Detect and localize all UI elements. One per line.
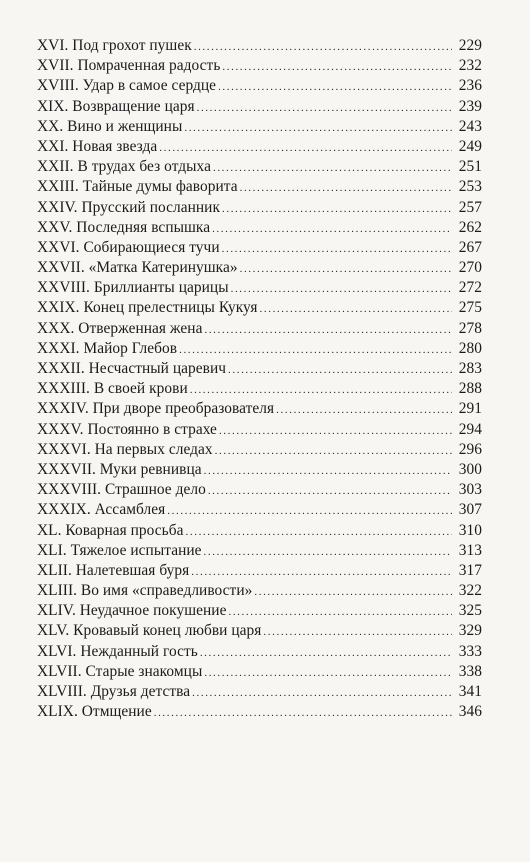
toc-entry-title: XXXII. Несчастный царевич — [37, 360, 227, 377]
toc-dot-leader — [260, 299, 452, 319]
toc-dot-leader — [254, 582, 452, 602]
toc-entry-page-number: 257 — [458, 198, 482, 216]
toc-entry-title: XLVI. Нежданный гость — [37, 642, 198, 660]
toc-entry[interactable] — [37, 521, 482, 541]
toc-entry-title: XXI. Новая звезда — [37, 137, 158, 155]
toc-entry-title: XXIX. Конец прелестницы Кукуя — [37, 299, 258, 317]
toc-entry-title: XXXI. Майор Глебов — [37, 339, 178, 357]
toc-entry-page-number: 317 — [458, 561, 482, 579]
toc-dot-leader — [194, 37, 452, 57]
toc-entry[interactable] — [37, 218, 482, 238]
toc-dot-leader — [276, 400, 452, 420]
toc-entry[interactable] — [37, 198, 482, 218]
toc-entry[interactable] — [37, 379, 482, 399]
toc-entry-title: XL. Коварная просьба — [37, 521, 184, 539]
toc-entry-page-number: 341 — [458, 683, 482, 700]
toc-entry[interactable] — [37, 460, 482, 480]
toc-entry-page-number: 325 — [458, 602, 482, 620]
toc-entry[interactable] — [37, 702, 482, 722]
toc-entry-title: XVII. Помраченная радость — [37, 57, 221, 75]
toc-entry-title: XVI. Под грохот пушек — [37, 37, 192, 54]
toc-dot-leader — [222, 57, 452, 77]
toc-entry-page-number: 239 — [458, 97, 482, 115]
toc-entry[interactable] — [37, 278, 482, 298]
toc-entry-title: XLIX. Отмщение — [37, 703, 152, 721]
toc-dot-leader — [167, 501, 452, 521]
toc-dot-leader — [190, 380, 452, 400]
toc-dot-leader — [240, 259, 452, 279]
toc-dot-leader — [204, 542, 452, 562]
toc-entry-page-number: 303 — [458, 481, 482, 499]
toc-entry[interactable] — [37, 601, 482, 621]
toc-entry-page-number: 267 — [458, 238, 482, 256]
toc-entry-page-number: 288 — [458, 380, 482, 398]
toc-entry-page-number: 280 — [458, 339, 482, 357]
toc-entry-title: XXII. В трудах без отдыха — [37, 158, 211, 176]
toc-entry-page-number: 307 — [458, 501, 482, 519]
toc-dot-leader — [222, 199, 452, 219]
toc-dot-leader — [218, 77, 452, 97]
toc-entry[interactable] — [37, 298, 482, 318]
toc-entry-page-number: 291 — [458, 400, 482, 418]
toc-dot-leader — [200, 643, 452, 663]
toc-entry-title: XLVIII. Друзья детства — [37, 683, 191, 700]
toc-dot-leader — [192, 683, 452, 703]
toc-entry-page-number: 329 — [458, 622, 482, 640]
toc-entry-title: XXV. Последняя вспышка — [37, 218, 211, 236]
toc-entry[interactable] — [37, 36, 482, 56]
toc-entry-title: XXX. Отверженная жена — [37, 319, 203, 337]
toc-entry-title: XXVI. Собирающиеся тучи — [37, 238, 220, 256]
toc-entry-title: XXIII. Тайные думы фаворита — [37, 178, 238, 196]
toc-entry[interactable] — [37, 76, 482, 96]
toc-entry[interactable] — [37, 117, 482, 137]
toc-entry-title: XLII. Налетевшая буря — [37, 561, 190, 579]
toc-entry[interactable] — [37, 541, 482, 561]
toc-entry-page-number: 313 — [458, 541, 482, 559]
toc-dot-leader — [204, 320, 452, 340]
toc-dot-leader — [197, 98, 452, 118]
toc-entry-title: XX. Вино и женщины — [37, 117, 183, 135]
toc-entry-title: XXXVII. Муки ревнивца — [37, 460, 202, 478]
toc-entry[interactable] — [37, 339, 482, 359]
toc-entry-page-number: 251 — [458, 158, 482, 176]
toc-dot-leader — [228, 602, 452, 622]
toc-dot-leader — [215, 441, 452, 461]
toc-entry-page-number: 322 — [458, 582, 482, 600]
toc-entry-title: XXXIII. В своей крови — [37, 380, 188, 398]
toc-entry[interactable] — [37, 682, 482, 702]
toc-dot-leader — [184, 118, 452, 138]
toc-entry-title: XLVII. Старые знакомцы — [37, 662, 203, 680]
toc-dot-leader — [212, 219, 452, 239]
toc-entry-page-number: 300 — [458, 460, 482, 478]
toc-dot-leader — [263, 622, 452, 642]
toc-entry-page-number: 283 — [458, 360, 482, 377]
toc-entry-title: XVIII. Удар в самое сердце — [37, 77, 217, 95]
toc-entry[interactable] — [37, 480, 482, 500]
toc-entry[interactable] — [37, 399, 482, 419]
toc-entry[interactable] — [37, 561, 482, 581]
toc-entry[interactable] — [37, 500, 482, 520]
toc-entry-page-number: 270 — [458, 259, 482, 277]
toc-entry-page-number: 333 — [458, 642, 482, 660]
toc-entry[interactable] — [37, 642, 482, 662]
toc-entry-title: XLIV. Неудачное покушение — [37, 602, 227, 620]
toc-entry-title: XXIV. Прусский посланник — [37, 198, 220, 216]
toc-entry-page-number: 338 — [458, 662, 482, 680]
toc-entry[interactable] — [37, 319, 482, 339]
toc-entry[interactable] — [37, 621, 482, 641]
toc-entry[interactable] — [37, 97, 482, 117]
toc-dot-leader — [213, 158, 452, 178]
toc-entry-page-number: 229 — [458, 37, 482, 54]
table-of-contents — [37, 36, 482, 722]
toc-entry-page-number: 243 — [458, 117, 482, 135]
toc-dot-leader — [219, 421, 452, 441]
toc-dot-leader — [228, 360, 452, 380]
toc-entry-page-number: 294 — [458, 420, 482, 438]
toc-entry-title: XIX. Возвращение царя — [37, 97, 195, 115]
toc-entry-title: XLIII. Во имя «справедливости» — [37, 582, 253, 600]
toc-dot-leader — [186, 522, 452, 542]
toc-dot-leader — [179, 340, 452, 360]
toc-entry[interactable] — [37, 581, 482, 601]
toc-entry-title: XXXVI. На первых следах — [37, 440, 213, 458]
toc-entry-title: XXXIX. Ассамблея — [37, 501, 166, 519]
toc-entry[interactable] — [37, 440, 482, 460]
toc-entry[interactable] — [37, 359, 482, 379]
toc-entry-page-number: 232 — [458, 57, 482, 75]
toc-entry-title: XXVIII. Бриллианты царицы — [37, 279, 229, 297]
toc-entry[interactable] — [37, 238, 482, 258]
toc-dot-leader — [208, 481, 452, 501]
toc-entry-title: XLI. Тяжелое испытание — [37, 541, 202, 559]
toc-dot-leader — [204, 663, 452, 683]
toc-dot-leader — [240, 178, 452, 198]
toc-entry[interactable] — [37, 662, 482, 682]
toc-entry-page-number: 275 — [458, 299, 482, 317]
toc-entry-title: XXVII. «Матка Катеринушка» — [37, 259, 238, 277]
toc-entry[interactable] — [37, 177, 482, 197]
toc-entry-page-number: 262 — [458, 218, 482, 236]
toc-dot-leader — [231, 279, 452, 299]
toc-entry[interactable] — [37, 420, 482, 440]
toc-entry-page-number: 346 — [458, 703, 482, 721]
toc-entry[interactable] — [37, 157, 482, 177]
toc-entry-page-number: 236 — [458, 77, 482, 95]
toc-entry-page-number: 296 — [458, 440, 482, 458]
toc-entry-title: XXXIV. При дворе преобразователя — [37, 400, 275, 418]
toc-dot-leader — [204, 461, 452, 481]
toc-entry-title: XXXVIII. Страшное дело — [37, 481, 206, 499]
toc-entry-page-number: 310 — [458, 521, 482, 539]
toc-entry-page-number: 278 — [458, 319, 482, 337]
toc-entry-title: XXXV. Постоянно в страхе — [37, 420, 217, 438]
toc-dot-leader — [222, 239, 452, 259]
toc-entry-page-number: 249 — [458, 137, 482, 155]
toc-entry-title: XLV. Кровавый конец любви царя — [37, 622, 262, 640]
toc-entry-page-number: 253 — [458, 178, 482, 196]
toc-dot-leader — [191, 562, 452, 582]
toc-entry-page-number: 272 — [458, 279, 482, 297]
toc-entry[interactable] — [37, 137, 482, 157]
toc-entry[interactable] — [37, 258, 482, 278]
toc-dot-leader — [159, 138, 452, 158]
toc-entry[interactable] — [37, 56, 482, 76]
toc-dot-leader — [154, 703, 452, 723]
